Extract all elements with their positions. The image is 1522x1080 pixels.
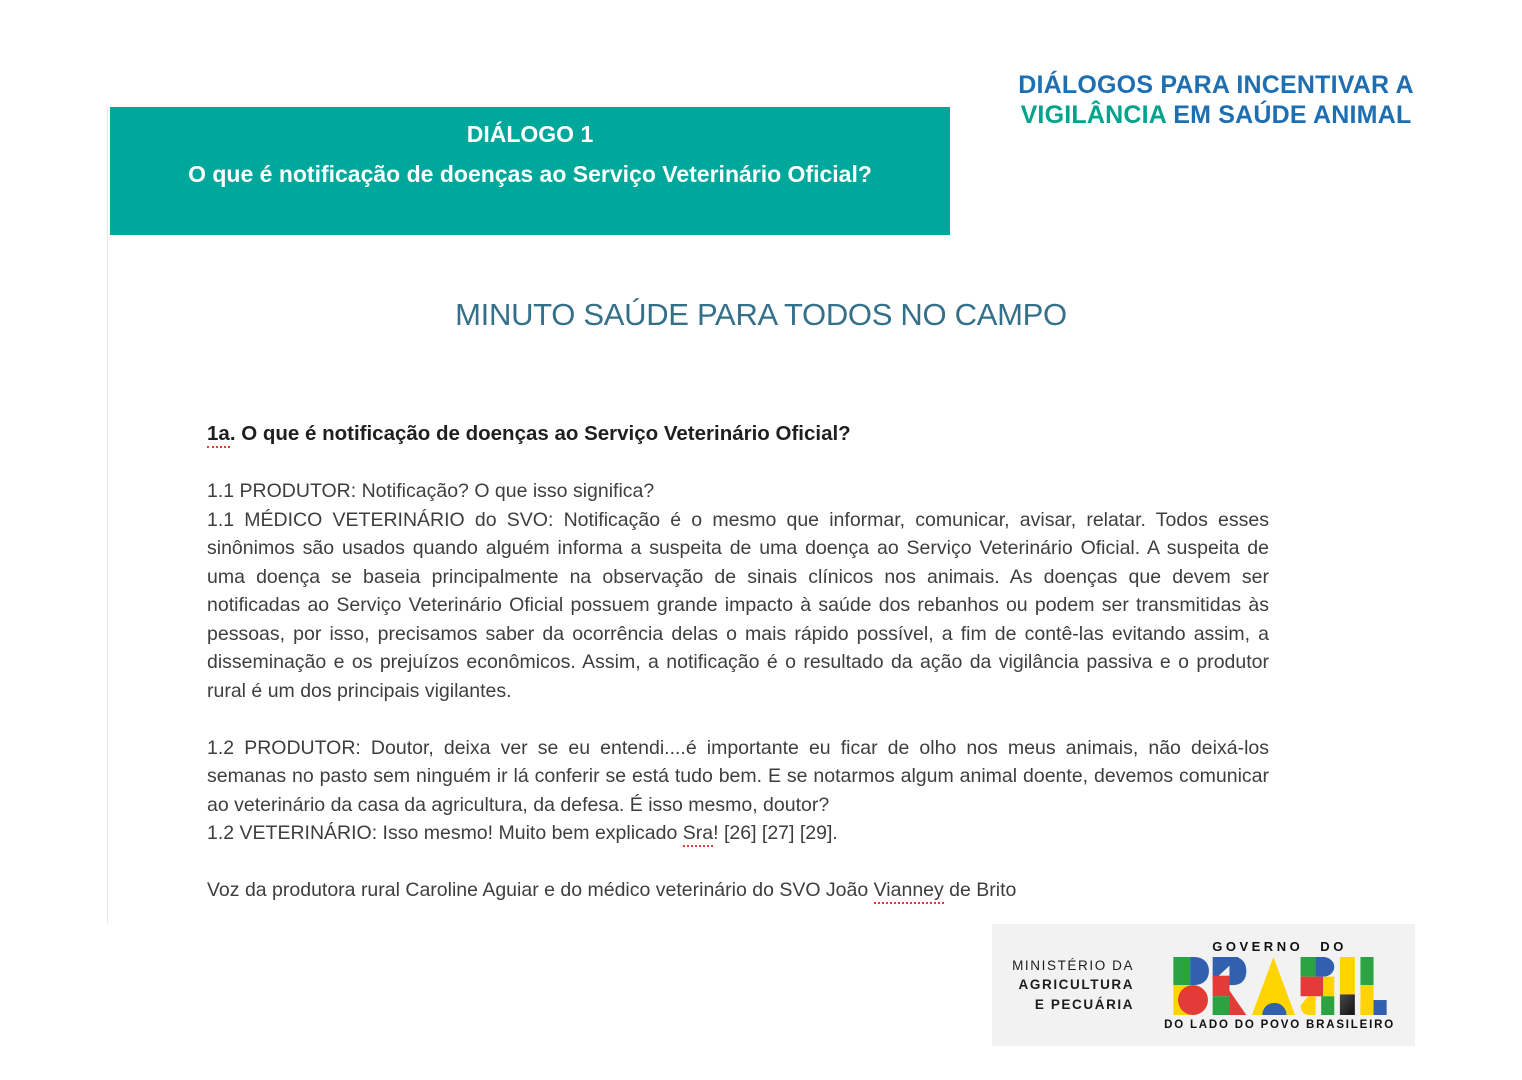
question-text: . O que é notificação de doenças ao Serviço Veterinário Oficial? [229, 422, 851, 445]
ministry-wordmark [1012, 956, 1134, 1015]
ministry-line2: AGRICULTURA [1018, 977, 1135, 993]
series-title-line2: EM SAÚDE ANIMAL [1166, 101, 1412, 129]
governo-do-label: GOVERNO DO [1212, 939, 1347, 954]
line-veterinario-2 [207, 819, 1269, 848]
paragraph-veterinario-1: 1.1 MÉDICO VETERINÁRIO do SVO: Notificação é o mesmo que informar, comunicar, avisar, relatar. Todos esses sinônimos são usados quando alguém informa a suspeita de uma doença ao Serviço Veterinário Oficial. A suspeita de uma doença se baseia principalmente na observação de sinais clínicos nos animais. As doenças que devem ser notificadas ao Serviço Veterinário Oficial possuem grande impacto à saúde dos rebanhos ou podem ser transmitidas às pessoas, por isso, precisamos saber da ocorrência delas o mais rápido possível, a fim de contê-las evitando assim, a disseminação e os prejuízos econômicos. Assim, a notificação é o resultado da ação da vigilância passiva e o produtor rural é um dos principais vigilantes. [207, 508, 1269, 702]
vet-line-suffix: ! [26] [27] [29]. [713, 822, 838, 844]
banner-title: DIÁLOGO 1 [466, 121, 594, 147]
dialog-banner [110, 107, 950, 235]
paragraph-produtor-2: 1.2 PRODUTOR: Doutor, deixa ver se eu entendi....é importante eu ficar de olho nos meus animais, não deixá-los semanas no pasto sem ninguém ir lá conferir se está tudo bem. E se notarmos algum animal doente, devemos comunicar ao veterinário da casa da agricultura, da defesa. É isso mesmo, doutor? [207, 736, 1269, 816]
vet-line-sra: Sra [683, 822, 713, 847]
vet-line-prefix: 1.2 VETERINÁRIO: Isso mesmo! Muito bem explicado [207, 822, 683, 844]
credits-prefix: Voz da produtora rural Caroline Aguiar e do médico veterinário do SVO João [207, 879, 874, 901]
line-produtor-1: 1.1 PRODUTOR: Notificação? O que isso significa? [207, 480, 655, 502]
section-title: MINUTO SAÚDE PARA TODOS NO CAMPO [455, 297, 1067, 332]
question-heading [207, 421, 1269, 447]
series-title-line1: DIÁLOGOS PARA INCENTIVAR A [1018, 71, 1414, 99]
brasil-logo-icon [1171, 957, 1389, 1015]
credits-suffix: de Brito [943, 879, 1017, 901]
tagline-label: DO LADO DO POVO BRASILEIRO [1164, 1019, 1395, 1031]
banner-subtitle: O que é notificação de doenças ao Serviço Veterinário Oficial? [188, 161, 872, 187]
government-footer [992, 924, 1415, 1046]
credits-name: Vianney [874, 879, 944, 904]
credits-line [207, 876, 1269, 905]
ministry-line1: MINISTÉRIO DA [1012, 957, 1135, 973]
page-margin-line [107, 107, 108, 923]
question-number: 1a [207, 422, 230, 448]
ministry-line3: E PECUÁRIA [1034, 996, 1135, 1012]
dialog-content [207, 421, 1269, 905]
series-title-highlight: VIGILÂNCIA [1020, 101, 1167, 129]
series-title [998, 70, 1434, 130]
governo-do-brasil-logo [1164, 939, 1395, 1031]
